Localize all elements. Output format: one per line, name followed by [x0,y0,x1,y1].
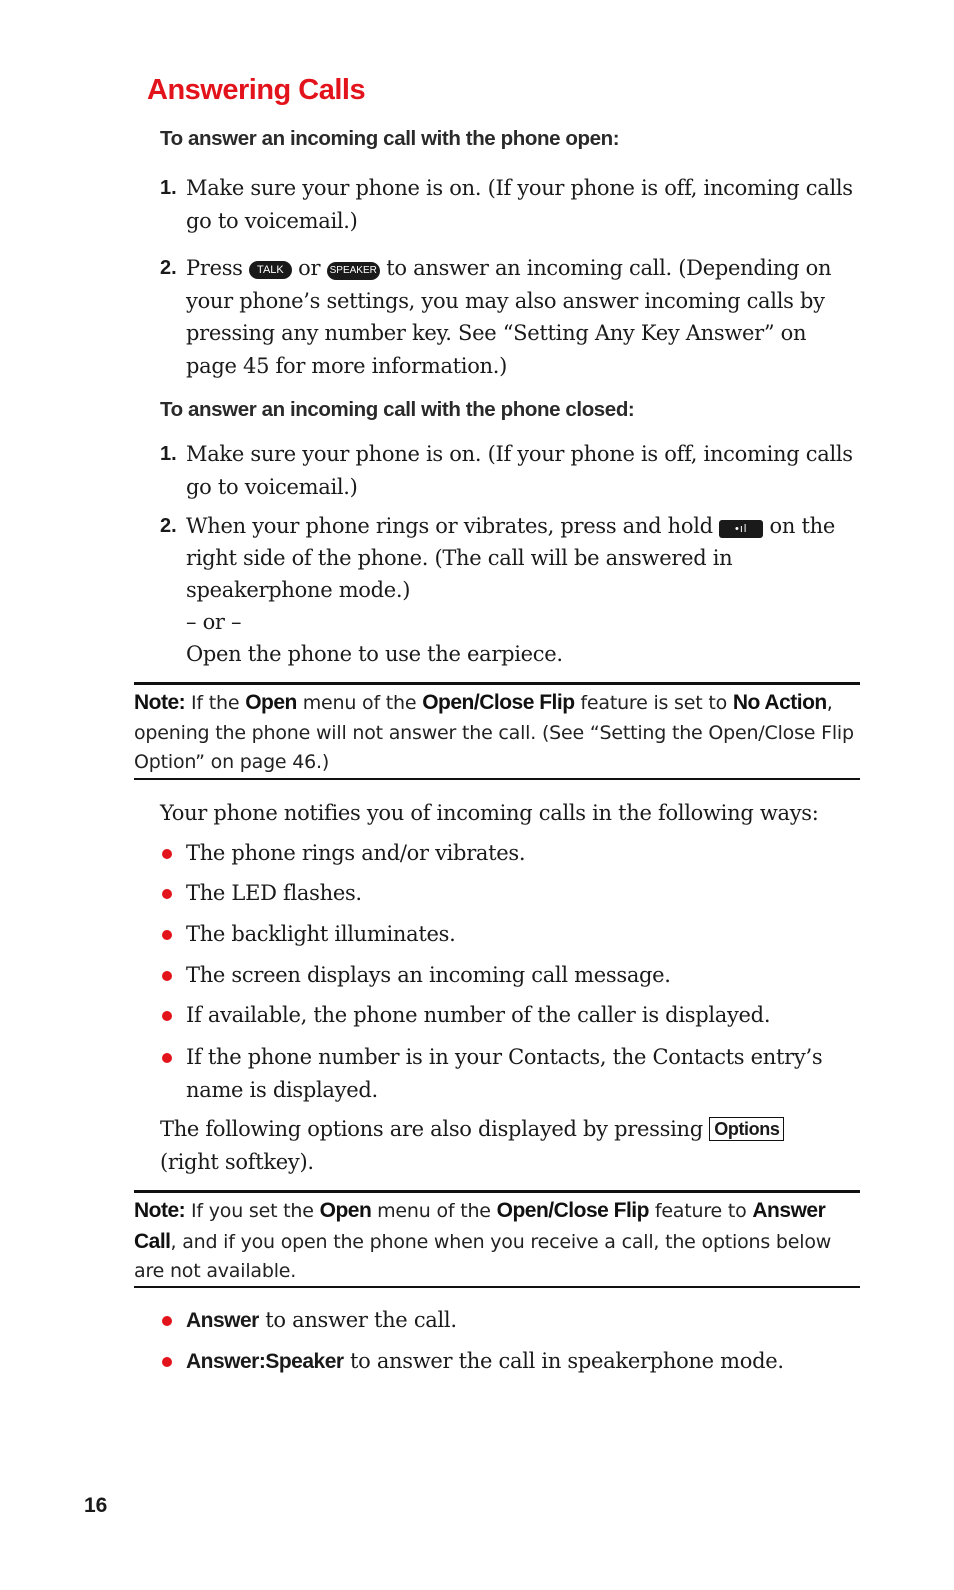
list-item-text: The screen displays an incoming call message. [186,963,671,987]
list-item [160,918,860,951]
open-section-heading: To answer an incoming call with the phone open: [160,127,620,150]
step-number: 1. [160,177,177,199]
closed-step-1 [160,438,860,503]
list-item [160,1345,860,1379]
list-item-text: If available, the phone number of the caller is displayed. [186,1003,771,1027]
step-number: 2. [160,257,177,279]
note-rule-top [134,682,860,685]
note-text: menu of the [302,692,417,714]
list-item-text [186,1304,860,1338]
options-paragraph [160,1113,860,1178]
list-item-text: The backlight illuminates. [186,922,456,946]
closed-section-heading: To answer an incoming call with the phone closed: [160,398,635,421]
option-text: to answer the call in speakerphone mode. [349,1349,784,1373]
step-text-a: When your phone rings or vibrates, press and hold [186,514,713,538]
note-rule-bottom [134,1286,860,1288]
list-item-text: If the phone number is in your Contacts, the Contacts entry’s name is displayed. [186,1045,823,1102]
bullet-icon [162,971,172,981]
note-text: feature to [654,1200,747,1222]
bullet-icon [162,930,172,940]
open-step-1 [160,172,860,237]
note-label: Note: [134,1199,186,1222]
bullet-icon [162,1357,172,1367]
side-key-icon: •ıl [719,520,763,538]
bullet-icon [162,1011,172,1021]
note-text: If you set the [191,1200,314,1222]
note-text: , opening the phone will not answer the call. (See “Setting the Open/Close Flip Option” on page 46.) [134,692,854,773]
list-item [160,837,860,870]
or-line: – or – [186,610,242,634]
alt-line: Open the phone to use the earpiece. [186,642,563,666]
step-rest: to answer an incoming call. (Depending on your phone’s settings, you may also answer incoming calls by pressing any number key. See “Setting Any Key Answer” on page 45 for more information.) [186,256,832,378]
note-bold: Open [245,691,297,714]
notify-intro: Your phone notifies you of incoming calls in the following ways: [160,801,819,825]
note-bold: No Action [732,691,827,714]
option-label: Answer:Speaker [186,1350,344,1373]
or-word: or [298,256,321,280]
options-softkey: Options [709,1117,784,1141]
option-label: Answer [186,1309,259,1332]
list-item-text: The phone rings and/or vibrates. [186,841,526,865]
note-box-2 [134,1196,860,1287]
note-bold: Open/Close Flip [422,691,575,714]
bullet-icon [162,889,172,899]
press-word: Press [186,256,243,280]
list-item [160,999,860,1032]
note-bold: Answer Call [134,1199,826,1253]
option-text: to answer the call. [265,1308,457,1332]
page-number: 16 [84,1494,108,1517]
note-rule-top [134,1190,860,1193]
note-rule-bottom [134,778,860,780]
note-bold: Open [319,1199,372,1222]
list-item [160,877,860,910]
step-text [186,252,860,382]
note-text: feature is set to [580,692,728,714]
list-item [160,1041,860,1106]
step-text [186,510,860,606]
list-item [160,1304,860,1338]
bullet-icon [162,1316,172,1326]
options-text-a: The following options are also displayed by pressing [160,1117,703,1141]
step-number: 2. [160,515,177,537]
step-text: Make sure your phone is on. (If your phone is off, incoming calls go to voicemail.) [186,442,853,499]
step-text-b: on the right side of the phone. (The call will be answered in speakerphone mode.) [186,514,835,602]
note-label: Note: [134,691,186,714]
list-item-text [186,1345,860,1379]
note-text: If the [191,692,240,714]
bullet-icon [162,849,172,859]
closed-step-2 [160,510,860,670]
bullet-icon [162,1053,172,1063]
open-step-2 [160,252,860,382]
list-item [160,959,860,992]
note-text: menu of the [377,1200,491,1222]
note-text: , and if you open the phone when you receive a call, the options below are not available. [134,1230,832,1282]
step-number: 1. [160,443,177,465]
note-box-1 [134,688,860,778]
page-title: Answering Calls [147,74,366,106]
list-item-text: The LED flashes. [186,881,362,905]
options-text-b: (right softkey). [160,1149,314,1174]
step-text: Make sure your phone is on. (If your phone is off, incoming calls go to voicemail.) [186,176,853,233]
talk-key-icon: TALK [249,261,292,279]
speaker-key-icon: SPEAKER [327,262,380,280]
note-bold: Open/Close Flip [496,1199,649,1222]
